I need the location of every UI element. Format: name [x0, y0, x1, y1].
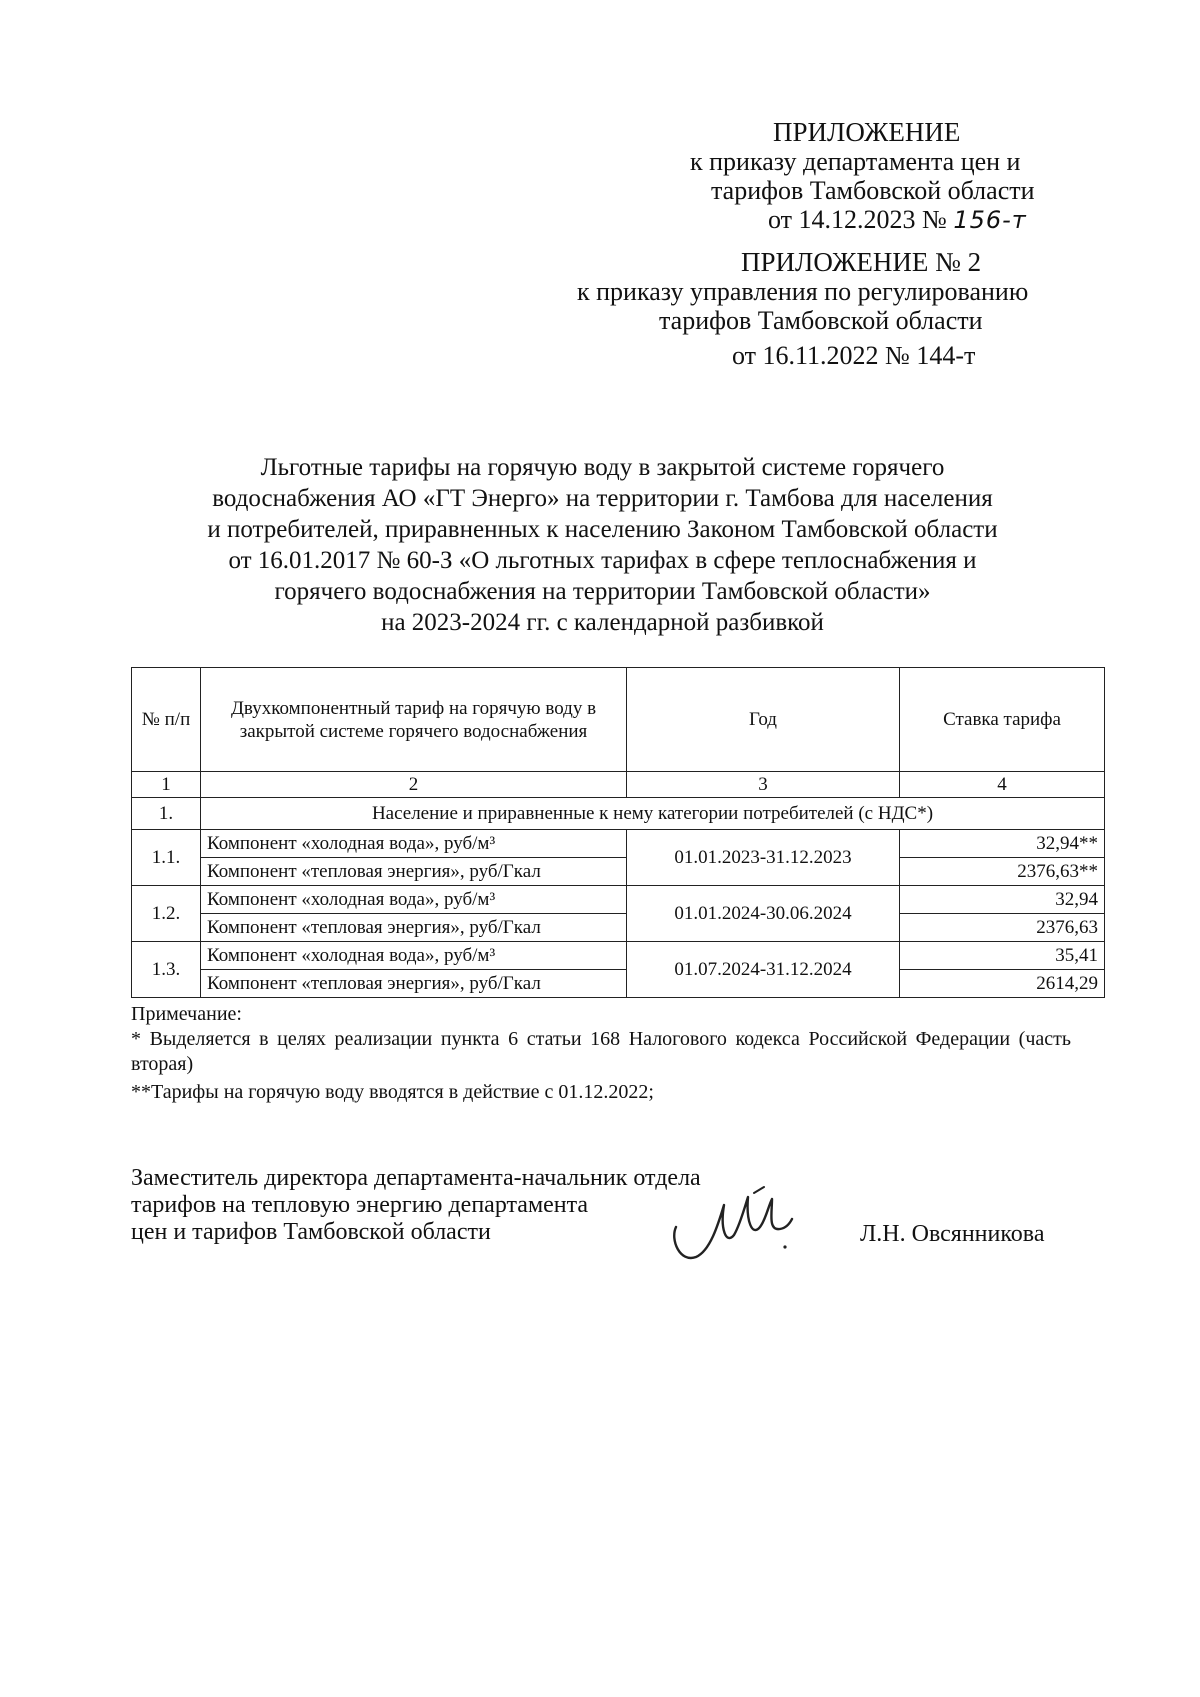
signatory-title-line1: Заместитель директора департамента-начальник отдела	[131, 1165, 701, 1191]
table-row	[132, 914, 1105, 942]
signatory-name: Л.Н. Овсянникова	[860, 1221, 1045, 1247]
signatory-title-line3: цен и тарифов Тамбовской области	[131, 1219, 491, 1245]
document-title-line3: и потребителей, приравненных к населению Законом Тамбовской области	[207, 516, 998, 543]
appendix-current-line2: тарифов Тамбовской области	[711, 176, 1035, 205]
document-title-line1: Льготные тарифы на горячую воду в закрытой системе горячего	[260, 454, 945, 481]
table-row	[132, 970, 1105, 998]
notes-block	[131, 1002, 1071, 1105]
appendix-current-date	[768, 205, 1027, 235]
table-header-row	[132, 668, 1105, 772]
note-effective-date: **Тарифы на горячую воду вводятся в действие с 01.12.2022;	[131, 1081, 654, 1103]
appendix-original-date: от 16.11.2022 № 144-т	[732, 341, 976, 370]
heat-energy-rate: 2376,63	[900, 914, 1105, 942]
header-tariff: Двухкомпонентный тариф на горячую воду в закрытой системе горячего водоснабжения	[201, 668, 627, 772]
column-number: 2	[201, 772, 627, 798]
column-numbers-row	[132, 772, 1105, 798]
table-row	[132, 942, 1105, 970]
appendix-current-date-prefix: от 14.12.2023 №	[768, 205, 947, 234]
column-number: 4	[900, 772, 1105, 798]
appendix-original-line1: к приказу управления по регулированию	[577, 277, 1029, 306]
period: 01.01.2024-30.06.2024	[627, 886, 900, 942]
cold-water-rate: 32,94**	[900, 830, 1105, 858]
cold-water-rate: 35,41	[900, 942, 1105, 970]
notes-heading: Примечание:	[131, 1003, 242, 1025]
cold-water-rate: 32,94	[900, 886, 1105, 914]
period: 01.07.2024-31.12.2024	[627, 942, 900, 998]
section-row	[132, 798, 1105, 830]
appendix-original-line2: тарифов Тамбовской области	[659, 306, 983, 335]
table-row	[132, 830, 1105, 858]
appendix-original-title: ПРИЛОЖЕНИЕ № 2	[741, 247, 982, 277]
heat-energy-rate: 2614,29	[900, 970, 1105, 998]
appendix-current-line1: к приказу департамента цен и	[690, 147, 1021, 176]
heat-energy-rate: 2376,63**	[900, 858, 1105, 886]
document-title-line6: на 2023-2024 гг. с календарной разбивкой	[381, 609, 824, 636]
appendix-current-title: ПРИЛОЖЕНИЕ	[773, 117, 961, 147]
heat-energy-label: Компонент «тепловая энергия», руб/Гкал	[201, 970, 627, 998]
section-label: Население и приравненные к нему категории потребителей (с НДС*)	[201, 798, 1105, 830]
column-number: 3	[627, 772, 900, 798]
header-year: Год	[627, 668, 900, 772]
heat-energy-label: Компонент «тепловая энергия», руб/Гкал	[201, 858, 627, 886]
signatory-title	[131, 1165, 701, 1246]
appendix-current-number-handwritten: 156-т	[953, 206, 1027, 234]
period: 01.01.2023-31.12.2023	[627, 830, 900, 886]
group-num: 1.2.	[132, 886, 201, 942]
group-num: 1.1.	[132, 830, 201, 886]
tariff-table	[131, 667, 1105, 998]
handwritten-signature	[668, 1185, 798, 1270]
header-rate: Ставка тарифа	[900, 668, 1105, 772]
group-num: 1.3.	[132, 942, 201, 998]
note-vat: * Выделяется в целях реализации пункта 6 статьи 168 Налогового кодекса Российской Федерации (часть вторая)	[131, 1028, 1071, 1075]
header-num: № п/п	[132, 668, 201, 772]
column-number: 1	[132, 772, 201, 798]
cold-water-label: Компонент «холодная вода», руб/м³	[201, 942, 627, 970]
cold-water-label: Компонент «холодная вода», руб/м³	[201, 886, 627, 914]
document-title-line5: горячего водоснабжения на территории Тамбовской области»	[274, 578, 931, 605]
table-row	[132, 858, 1105, 886]
cold-water-label: Компонент «холодная вода», руб/м³	[201, 830, 627, 858]
heat-energy-label: Компонент «тепловая энергия», руб/Гкал	[201, 914, 627, 942]
document-title	[145, 452, 1060, 638]
document-title-line4: от 16.01.2017 № 60-З «О льготных тарифах в сфере теплоснабжения и	[228, 547, 977, 574]
table-row	[132, 886, 1105, 914]
document-title-line2: водоснабжения АО «ГТ Энерго» на территории г. Тамбова для населения	[212, 485, 993, 512]
section-num: 1.	[132, 798, 201, 830]
signatory-title-line2: тарифов на тепловую энергию департамента	[131, 1192, 589, 1218]
